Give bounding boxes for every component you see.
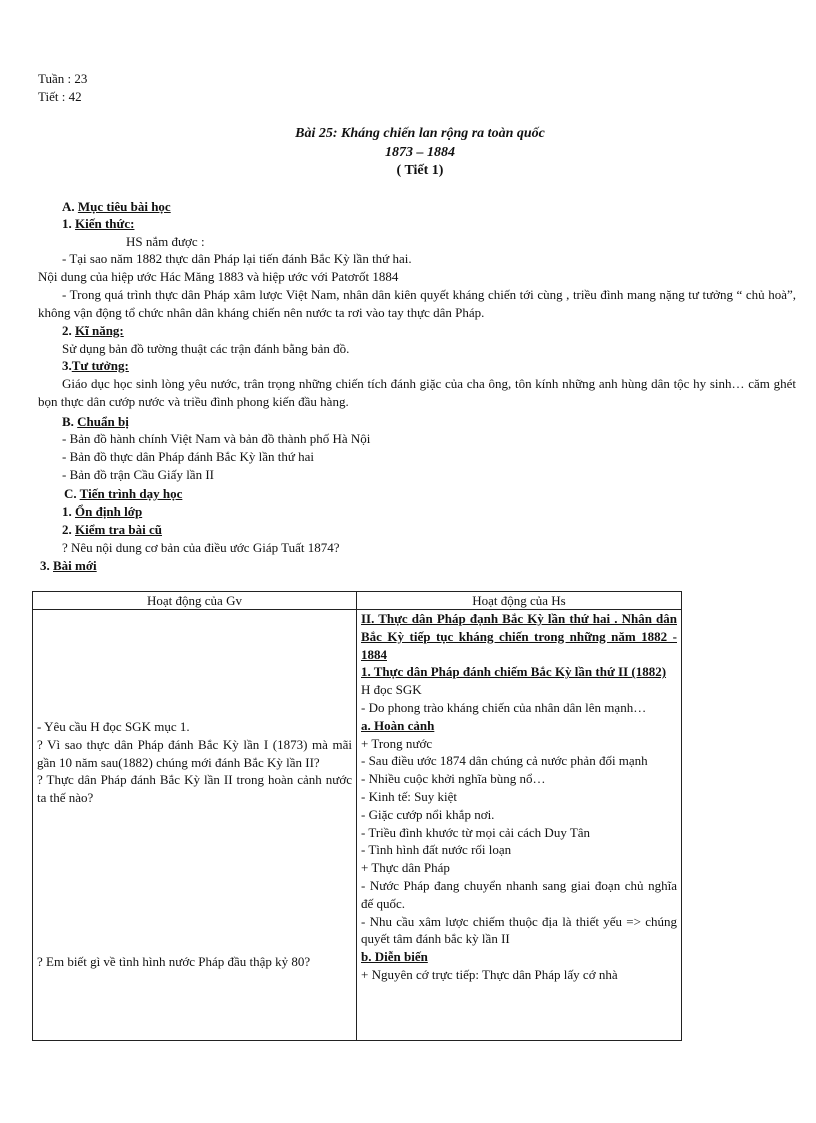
knowledge-item-1: - Tại sao năm 1882 thực dân Pháp lại tiến đánh Bắc Kỳ lần thứ hai. — [62, 251, 412, 266]
skills-heading: 2. Kĩ năng: — [62, 323, 124, 338]
student-heading-b: b. Diễn biến — [361, 949, 428, 965]
knowledge-item-2: Nội dung của hiệp ước Hác Măng 1883 và hiệp ước với Patơrốt 1884 — [38, 269, 399, 284]
student-line-10: + Thực dân Pháp — [361, 860, 450, 876]
teacher-step-1: - Yêu cầu H đọc SGK mục 1. — [37, 719, 190, 734]
new-lesson-heading: 3. Bài mới — [40, 558, 97, 573]
review-heading: 2. Kiểm tra bài cũ — [62, 522, 163, 537]
skills-item: Sử dụng bản đồ tường thuật các trận đánh bằng bản đồ. — [62, 341, 350, 356]
student-line-4: - Sau điều ước 1874 dân chúng cả nước phản đối mạnh — [361, 753, 648, 769]
student-line-2: - Do phong trào kháng chiến của nhân dân lên mạnh… — [361, 699, 647, 715]
student-line-5: - Nhiều cuộc khởi nghĩa bùng nổ… — [361, 771, 546, 787]
class-stabilization: 1. Ổn định lớp — [62, 504, 143, 519]
attitude-item: Giáo dục học sinh lòng yêu nước, trân trọng những chiến tích đánh giặc của cha ông, tôn kính những anh hùng dân tộc hy sinh… căm ghét bọn thực dân cướp nước và triều đình phong kiến đầu hàng. — [38, 376, 796, 409]
lesson-period: ( Tiết 1) — [396, 163, 444, 178]
student-line-7: - Giặc cướp nổi khắp nơi. — [361, 806, 495, 822]
student-line-12: - Nhu cầu xâm lược chiếm thuộc địa là thiết yếu => chúng quyết tâm đánh bắc kỳ lần II — [361, 913, 677, 947]
materials-item-3: - Bản đồ trận Cầu Giấy lần II — [62, 467, 214, 482]
section-b-heading: B. Chuẩn bị — [62, 414, 129, 429]
section-a-heading: A. Mục tiêu bài học — [62, 199, 171, 214]
student-line-1: H đọc SGK — [361, 682, 422, 698]
knowledge-heading: 1. Kiến thức: — [62, 216, 135, 231]
attitude-heading: 3.Tư tưởng: — [62, 358, 129, 373]
teacher-question-1: ? Vì sao thực dân Pháp đánh Bắc Kỳ lần I (1873) mà mãi gần 10 năm sau(1882) chúng mới đánh Bắc Kỳ lần II? — [37, 736, 352, 770]
teacher-question-3: ? Em biết gì về tình hình nước Pháp đầu thập kỷ 80? — [37, 954, 311, 969]
materials-item-1: - Bản đồ hành chính Việt Nam và bản đồ thành phố Hà Nội — [62, 431, 371, 446]
student-line-13: + Nguyên cớ trực tiếp: Thực dân Pháp lấy cớ nhà — [361, 966, 618, 982]
activity-table — [32, 591, 682, 1041]
teacher-question-2: ? Thực dân Pháp đánh Bắc Kỳ lần II trong hoàn cảnh nước ta thế nào? — [37, 772, 352, 806]
lesson-title: Bài 25: Kháng chiến lan rộng ra toàn quốc — [295, 126, 545, 141]
student-line-3: + Trong nước — [361, 735, 433, 751]
student-heading-a: a. Hoàn cảnh — [361, 717, 435, 733]
col-teacher-header: Hoạt động của Gv — [33, 592, 357, 610]
student-line-11: - Nước Pháp đang chuyển nhanh sang giai đoạn chủ nghĩa đế quốc. — [361, 877, 677, 911]
materials-item-2: - Bản đồ thực dân Pháp đánh Bắc Kỳ lần thứ hai — [62, 449, 315, 464]
lesson-years: 1873 – 1884 — [385, 145, 455, 160]
student-line-9: - Tình hình đất nước rối loạn — [361, 842, 512, 858]
knowledge-item-3: - Trong quá trình thực dân Pháp xâm lược Việt Nam, nhân dân kiên quyết kháng chiến tới cùng , triều đình mang nặng tư tưởng “ chủ hoà”, không vận động tổ chức nhân dân kháng chiến nên nước ta rơi vào tay thực dân Pháp. — [38, 287, 796, 320]
student-activity-cell — [357, 610, 682, 1041]
table-header-row — [33, 592, 682, 610]
week-label: Tuần : 23 — [38, 71, 88, 86]
student-subsection-title: 1. Thực dân Pháp đánh chiếm Bắc Kỳ lần thứ II (1882) — [361, 664, 667, 680]
review-question: ? Nêu nội dung cơ bản của điều ước Giáp Tuất 1874? — [62, 540, 340, 555]
teacher-activity-cell — [33, 610, 357, 1041]
table-row — [33, 610, 682, 1041]
period-label: Tiết : 42 — [38, 89, 82, 104]
student-section-title: II. Thực dân Pháp đạnh Bắc Kỳ lần thứ hai . Nhân dân Bắc Kỳ tiếp tục kháng chiến trong những năm 1882 - 1884 — [361, 611, 677, 662]
section-c-heading: C. Tiến trình dạy học — [64, 486, 183, 501]
student-line-6: - Kinh tế: Suy kiệt — [361, 788, 458, 804]
col-student-header: Hoạt động của Hs — [357, 592, 682, 610]
knowledge-intro: HS nắm được : — [126, 234, 205, 249]
student-line-8: - Triều đình khước từ mọi cải cách Duy Tân — [361, 824, 591, 840]
